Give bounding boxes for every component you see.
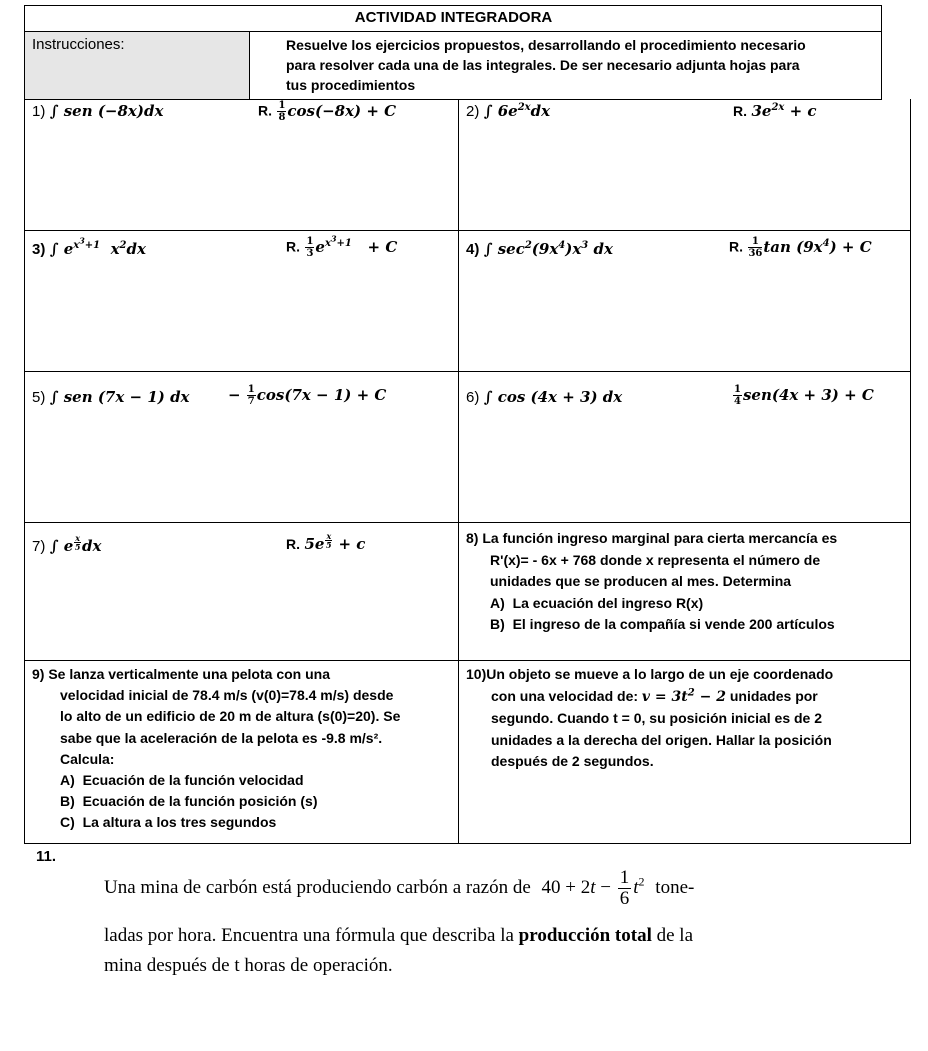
exercise-11-line-2: ladas por hora. Encuentra una fórmula que describa la producción total de la [104, 925, 694, 946]
exercise-9-line-1: Se lanza verticalmente una pelota con una [48, 666, 330, 682]
exercise-6-answer: $\frac{1}{4}$ sen(4x + 3) + C [734, 384, 874, 407]
exercise-7-integral: ∫ e $^{\frac{x}{5}}$ dx [49, 533, 102, 555]
exercise-7 [32, 534, 101, 556]
exercise-3-answer: R. $\frac{1}{3}$ $e^{x^3+1} + C$ [286, 233, 398, 259]
exercise-10-line-2: con una velocidad de: $v = 3t^2 - 2$ unidades por [491, 686, 818, 705]
instructions-line-3: tus procedimientos [286, 77, 416, 93]
exercise-8-item-b: B) El ingreso de la compañía si vende 200 artículos [490, 616, 835, 632]
exercise-10-line-4: unidades a la derecha del origen. Hallar la posición [491, 731, 832, 748]
exercise-3-answer-prefix: R. [286, 238, 300, 255]
exercise-11 [104, 868, 694, 981]
exercise-11-line-1: Una mina de carbón está produciendo carbón a razón de 40 + 2t − $\frac{1}{6}$ $t^2$ tone- [104, 867, 695, 909]
exercise-1 [32, 102, 163, 121]
exercise-1-answer-prefix: R. [258, 102, 272, 119]
exercise-5 [32, 388, 190, 407]
exercise-9-line-2: velocidad inicial de 78.4 m/s (v(0)=78.4 m/s) desde [60, 687, 394, 704]
exercise-9 [32, 664, 400, 834]
exercise-4 [466, 240, 613, 259]
exercise-9-number: 9) [32, 666, 45, 682]
exercise-2-integral: ∫ $6e^{2x}dx$ [483, 102, 551, 120]
exercise-5-integral: ∫ sen (7x − 1) dx [49, 388, 190, 406]
exercise-3-number: 3) [32, 241, 46, 258]
exercise-5-answer: − $\frac{1}{7}$ cos(7x − 1) + C [228, 384, 387, 407]
exercise-8-line-1: La función ingreso marginal para cierta mercancía es [482, 530, 838, 546]
header-bottom-border [24, 99, 882, 100]
exercise-4-answer-prefix: R. [729, 238, 743, 255]
exercise-3-integral: ∫ $e^{x^3+1}$ $x^2dx$ [49, 235, 146, 258]
row-divider-1 [24, 230, 911, 231]
exercise-10-line-1: Un objeto se mueve a lo largo de un eje coordenado [486, 666, 834, 682]
row-divider-4 [24, 660, 911, 661]
exercise-6-integral: ∫ cos (4x + 3) dx [483, 388, 623, 406]
instructions-line-1: Resuelve los ejercicios propuestos, desarrollando el procedimiento necesario [286, 37, 806, 53]
exercise-2-answer-prefix: R. [733, 103, 747, 119]
instructions-text [286, 35, 806, 95]
exercise-1-number: 1) [32, 103, 46, 120]
exercise-10-line-5: después de 2 segundos. [491, 753, 654, 769]
exercise-6-number: 6) [466, 389, 480, 406]
exercise-1-integral: ∫ sen (−8x)dx [49, 102, 164, 120]
exercise-6 [466, 388, 622, 407]
exercise-8-number: 8) [466, 530, 479, 546]
table-border-top [24, 5, 882, 6]
exercise-7-answer: R. 5e $^{\frac{x}{5}}$ + c [286, 531, 366, 553]
instructions-label: Instrucciones: [32, 36, 125, 53]
exercise-10 [466, 664, 833, 773]
exercise-4-number: 4) [466, 241, 480, 258]
table-border-left [24, 99, 25, 844]
row-divider-2 [24, 371, 911, 372]
table-border-right [910, 99, 911, 844]
exercise-2-number: 2) [466, 103, 480, 120]
exercise-5-number: 5) [32, 389, 46, 406]
exercise-8 [466, 528, 837, 636]
exercise-8-item-a: A) La ecuación del ingreso R(x) [490, 594, 704, 611]
exercise-7-answer-prefix: R. [286, 536, 300, 552]
instructions-line-2: para resolver cada una de las integrales. De ser necesario adjunta hojas para [286, 57, 800, 73]
exercise-4-integral: ∫ $\sec^2(9x^4)x^3$ dx [483, 240, 613, 258]
table-border-bottom [24, 843, 911, 844]
instructions-divider [249, 31, 250, 99]
exercise-9-item-b: B) Ecuación de la función posición (s) [60, 793, 318, 810]
exercise-1-answer: R. $\frac{1}{8}$ cos(−8x) + C [258, 100, 397, 123]
exercise-9-line-4: sabe que la aceleración de la pelota es -9.8 m/s². [60, 729, 383, 746]
exercise-8-line-2: R'(x)= - 6x + 768 donde x representa el número de [490, 551, 821, 568]
page-title: ACTIVIDAD INTEGRADORA [354, 9, 553, 26]
exercise-7-number: 7) [32, 538, 46, 555]
exercise-10-line-3: segundo. Cuando t = 0, su posición inicial es de 2 [491, 710, 823, 726]
exercise-9-line-3: lo alto de un edificio de 20 m de altura (s(0)=20). Se [60, 708, 401, 725]
exercise-9-item-a: A) Ecuación de la función velocidad [60, 772, 304, 789]
row-divider-3 [24, 522, 911, 523]
exercise-9-calcula: Calcula: [60, 750, 115, 767]
column-divider [458, 99, 459, 844]
exercise-9-item-c: C) La altura a los tres segundos [60, 814, 277, 831]
exercise-11-line-3: mina después de t horas de operación. [104, 955, 393, 976]
exercise-10-number: 10) [466, 666, 487, 682]
exercise-2 [466, 102, 550, 121]
exercise-3 [32, 235, 146, 259]
exercise-2-answer: R. $3e^{2x} + c$ [733, 102, 817, 120]
exercise-4-answer: R. $\frac{1}{36}$ $\tan (9x^4) + C$ [729, 236, 872, 259]
exercise-8-line-3: unidades que se producen al mes. Determina [490, 573, 792, 589]
exercise-11-number: 11. [36, 848, 57, 865]
